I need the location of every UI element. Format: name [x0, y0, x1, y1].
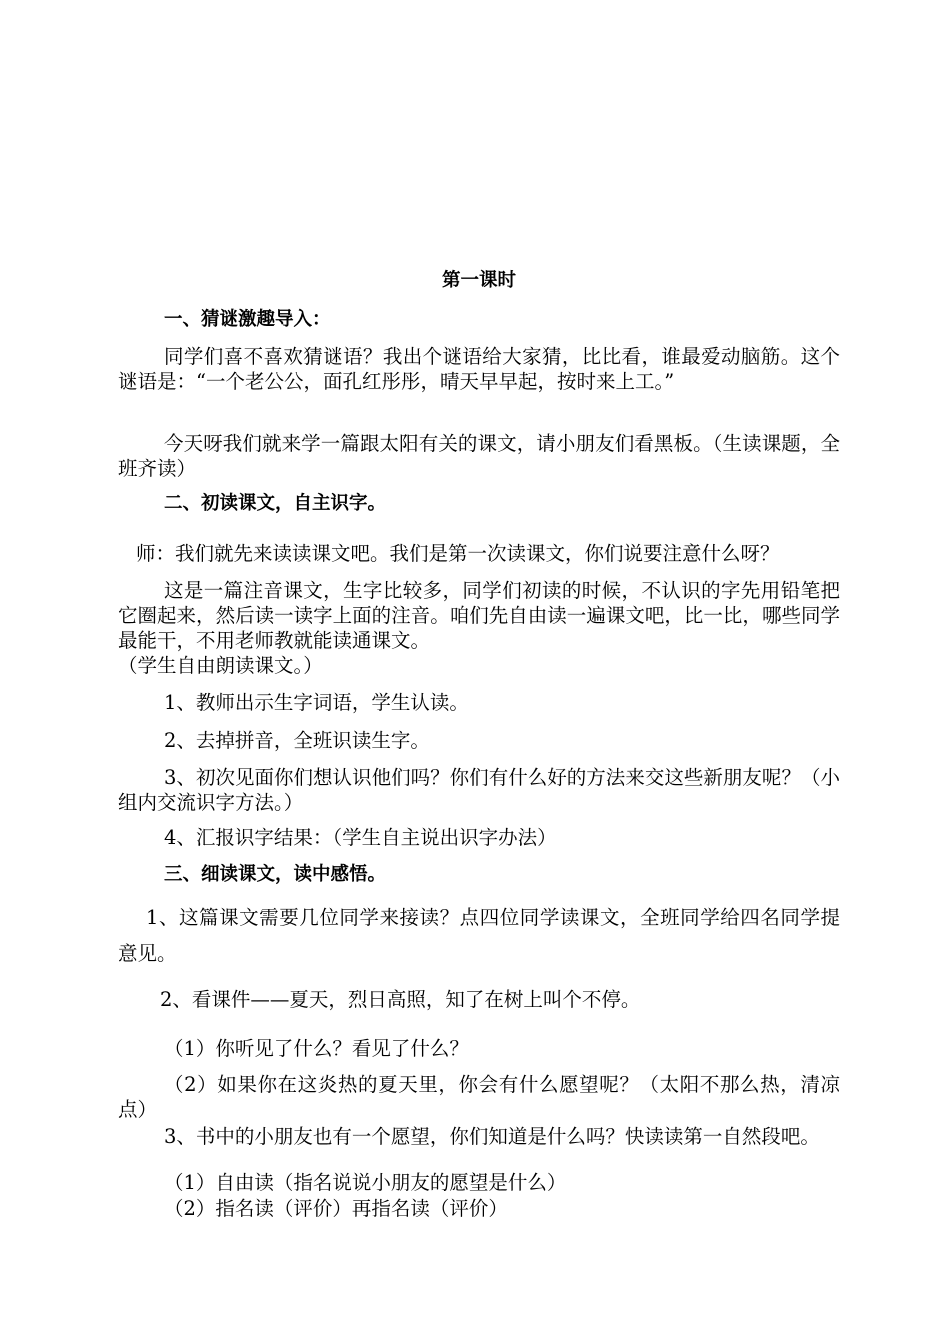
section2-paragraph1: 师：我们就先来读读课文吧。我们是第一次读课文，你们说要注意什么呀？ [136, 542, 780, 565]
section2-item2: 2、去掉拼音，全班识读生字。 [164, 729, 430, 752]
section1-paragraph1: 同学们喜不喜欢猜谜语？我出个谜语给大家猜，比比看，谁最爱动脑筋。这个谜语是：“一个老公公，面孔红彤彤，晴天早早起，按时来上工。” [118, 345, 840, 393]
section3-sub4: （2）指名读（评价）再指名读（评价） [164, 1197, 508, 1220]
section3-item2: 2、看课件——夏天，烈日高照，知了在树上叫个不停。 [160, 988, 641, 1011]
section3-item1: 1、这篇课文需要几位同学来接读？点四位同学读课文，全班同学给四名同学提意见。 [118, 906, 840, 965]
lesson-title: 第一课时 [441, 270, 516, 291]
section3-sub1: （1）你听见了什么？看见了什么？ [164, 1037, 469, 1060]
section1-heading: 一、猜谜激趣导入： [164, 309, 331, 330]
section2-paragraph3: （学生自由朗读课文。） [118, 654, 323, 677]
section3-sub3: （1）自由读（指名说说小朋友的愿望是什么） [164, 1171, 567, 1194]
section2-item1: 1、教师出示生字词语，学生认读。 [164, 691, 469, 714]
section2-item3: 3、初次见面你们想认识他们吗？你们有什么好的方法来交这些新朋友呢？（小组内交流识字方法。） [118, 766, 840, 814]
section1-paragraph2: 今天呀我们就来学一篇跟太阳有关的课文，请小朋友们看黑板。（生读课题，全班齐读） [118, 432, 840, 480]
section3-heading: 三、细读课文，读中感悟。 [164, 864, 387, 885]
section2-item4: 4、汇报识字结果：（学生自主说出识字办法） [164, 826, 557, 849]
section3-sub2: （2）如果你在这炎热的夏天里，你会有什么愿望呢？（太阳不那么热，清凉点） [118, 1073, 840, 1121]
section2-paragraph2: 这是一篇注音课文，生字比较多，同学们初读的时候，不认识的字先用铅笔把它圈起来，然后读一读字上面的注音。咱们先自由读一遍课文吧，比一比，哪些同学最能干，不用老师教就能读通课文。 [118, 579, 840, 652]
section2-heading: 二、初读课文，自主识字。 [164, 493, 387, 514]
section3-item3: 3、书中的小朋友也有一个愿望，你们知道是什么吗？快读读第一自然段吧。 [164, 1125, 820, 1148]
